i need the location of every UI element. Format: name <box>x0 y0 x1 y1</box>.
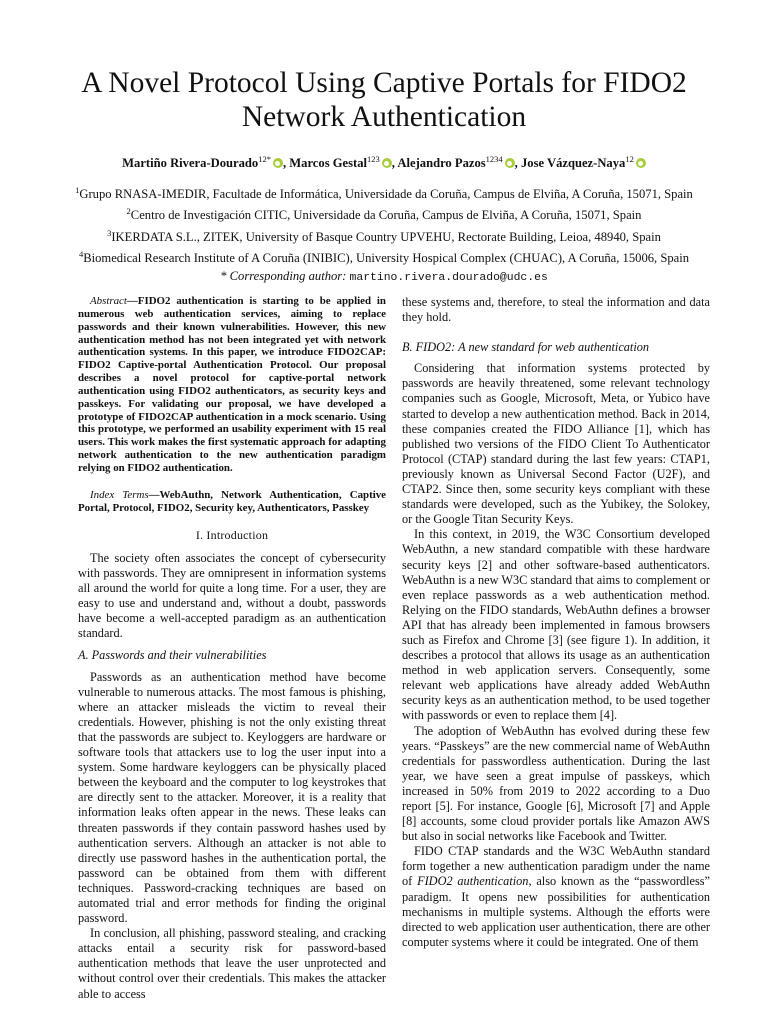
paragraph: In this context, in 2019, the W3C Consortium developed WebAuthn, a new standard compatible with these hardware security keys [2] and other software-based authenticators. WebAuthn is a new W3C standard that aims to complement or even replace passwords as a web authentication method. Relying on the FIDO standards, WebAuthn defines a browser API that has already been implemented in famous browsers such as Firefox and Chrome [3] (see figure 1). In addition, it describes a protocol that allows its usage as an authentication method in web application servers. Consequently, some relevant web applications have already added WebAuthn security keys as an authentication method, to be used together with passwords or even to replace them [4]. <box>402 527 710 723</box>
author-affiliation-marks: 12 <box>625 154 634 164</box>
author-affiliation-marks: 1234 <box>485 154 503 164</box>
orcid-icon[interactable] <box>273 158 283 168</box>
corresponding-author-email[interactable]: martino.rivera.dourado@udc.es <box>349 271 548 284</box>
affiliation-number: 2 <box>126 206 131 217</box>
paragraph: In conclusion, all phishing, password stealing, and cracking attacks entail a security risk for password-based authentication methods that leave the user unprotected and without control over their credentials. This makes the attacker able to access <box>78 926 386 1001</box>
author-name: Alejandro Pazos <box>397 156 486 171</box>
affiliation <box>30 182 738 203</box>
orcid-icon[interactable] <box>505 158 515 168</box>
subsection-heading-passwords: A. Passwords and their vulnerabilities <box>78 648 267 663</box>
abstract-text: —FIDO2 authentication is starting to be applied in numerous web authentication services, aiming to replace passwords and their known vulnerabilities. However, this new authentication method has not been integrated yet with network authentication systems. In this paper, we introduce FIDO2CAP: FIDO2 Captive-portal Authentication Protocol. Our proposal describes a novel protocol for captive-portal network authentication using FIDO2 authenticators, as security keys and passkeys. For validating our proposal, we have developed a prototype of FIDO2CAP authentication in a mock scenario. Using this prototype, we performed an usability experiment with 15 real users. This work makes the first systematic approach for adapting network authentication to the new authentication paradigm relying on FIDO2 authentication. <box>78 295 386 474</box>
index-terms-label: Index Terms <box>90 488 149 501</box>
affiliation <box>30 246 738 267</box>
affiliation-number: 4 <box>78 249 84 260</box>
affiliation-text: Biomedical Research Institute of A Coruña (INIBIC), University Hospical Complex (CHUAC), A Coruña, 15006, Spain <box>83 251 690 266</box>
author-name: Marcos Gestal <box>289 156 368 171</box>
author-list: Martiño Rivera-Dourado$^{12*}$ , Marcos Gestal$^{123}$ , Alejandro Pazos$^{1234}$ , Jose Vázquez-Naya$^{12}$ <box>40 151 728 171</box>
affiliation-text: IKERDATA S.L., ZITEK, University of Basque Country UPVEHU, Rectorate Building, Leioa, 48940, Spain <box>111 229 661 244</box>
author-name: Jose Vázquez-Naya <box>520 156 626 171</box>
affiliation-number: 3 <box>107 227 112 238</box>
index-terms-text: —WebAuthn, Network Authentication, Captive Portal, Protocol, FIDO2, Security key, Authenticators, Passkey <box>78 488 387 514</box>
author-affiliation-marks: 123 <box>367 154 380 164</box>
abstract-label: Abstract <box>90 295 127 307</box>
emphasized-term: FIDO2 authentication <box>417 874 529 889</box>
affiliation <box>30 225 738 246</box>
author-affiliation-marks: 12* <box>258 154 271 164</box>
affiliation-number: 1 <box>75 185 80 195</box>
paragraph-text: , also known as the “passwordless” paradigm. It opens new possibilities for authentication mechanisms in multiple systems. Although the efforts were directed to web application user authentication, there are other computer systems where it could be integrated. One of them <box>402 874 710 949</box>
paragraph: Considering that information systems protected by passwords are heavily threatened, some relevant technology companies such as Google, Microsoft, Meta, or Yubico have started to develop a new authentication method. Back in 2014, these companies created the FIDO Alliance [1], which has published two versions of the FIDO Client To Authenticator Protocol (CTAP) standard during the last few years: CTAP1, previously known as Universal Second Factor (U2F), and CTAP2. Since then, some security keys compliant with these standards were developed, such as the Yubikey, the Solokey, or the Google Titan Security Keys. <box>402 361 710 527</box>
affiliation-text: Centro de Investigación CITIC, Universidade da Coruña, Campus de Elviña, A Coruña, 15071, Spain <box>130 208 642 223</box>
paragraph-text: FIDO CTAP standards and the W3C WebAuthn standard form together a new authentication paradigm under the name of <box>402 844 710 889</box>
section-heading-introduction: I. Introduction <box>195 527 269 542</box>
orcid-icon[interactable] <box>382 158 392 168</box>
left-column <box>78 295 386 1002</box>
corresponding-author <box>30 268 738 287</box>
abstract <box>78 295 386 475</box>
author-name: Martiño Rivera-Dourado <box>122 156 259 171</box>
affiliation <box>30 203 738 224</box>
paragraph: The adoption of WebAuthn has evolved during these few years. “Passkeys” are the new commercial name of WebAuthn credentials for passwordless authentication. During the last year, we have seen a great impulse of passkeys, which increased in 50% from 2019 to 2022 according to a Duo report [5]. For instance, Google [6], Microsoft [7] and Apple [8] accounts, some cloud provider portals like Amazon AWS but also in social networks like Facebook and Twitter. <box>402 723 710 844</box>
index-terms <box>78 489 386 515</box>
affiliation-text: Grupo RNASA-IMEDIR, Facultade de Informática, Universidade da Coruña, Campus de Elviña, A Coruña, 15071, Spain <box>79 187 693 202</box>
paper-title: A Novel Protocol Using Captive Portals for FIDO2 Network Authentication <box>81 67 687 133</box>
right-column <box>402 295 710 950</box>
orcid-icon[interactable] <box>636 158 646 168</box>
affiliation-list <box>30 182 738 287</box>
paragraph: Passwords as an authentication method have become vulnerable to numerous attacks. The most famous is phishing, where an attacker misleads the victim to reveal their credentials. However, phishing is not the only existing threat that the passwords are subject to. Keyloggers are hardware or software tools that attackers use to log the user input into a system. Some hardware keyloggers can be physically placed between the keyboard and the computer to log keystrokes that are directly sent to the attacker. Moreover, it is a reality that information leaks often appear in the news. These leaks can threaten passwords if they contain password hashes used by authentication servers. Although an attacker is not able to directly use password hashes in the authentication portal, the password can be obtained from them with different techniques. Password-cracking techniques are based on automated trial and error methods for finding the original password. <box>78 669 386 926</box>
paragraph: The society often associates the concept of cybersecurity with passwords. They are omnipresent in information systems all around the world for quite a long time. For a user, they are easy to use and understand and, without a doubt, passwords have become a well-accepted paradigm as an authentication standard. <box>78 550 386 641</box>
subsection-heading-fido2: B. FIDO2: A new standard for web authentication <box>402 340 650 355</box>
paragraph: these systems and, therefore, to steal the information and data they hold. <box>402 295 710 325</box>
paragraph <box>402 844 710 950</box>
corresponding-author-label: * Corresponding author: <box>220 268 347 283</box>
